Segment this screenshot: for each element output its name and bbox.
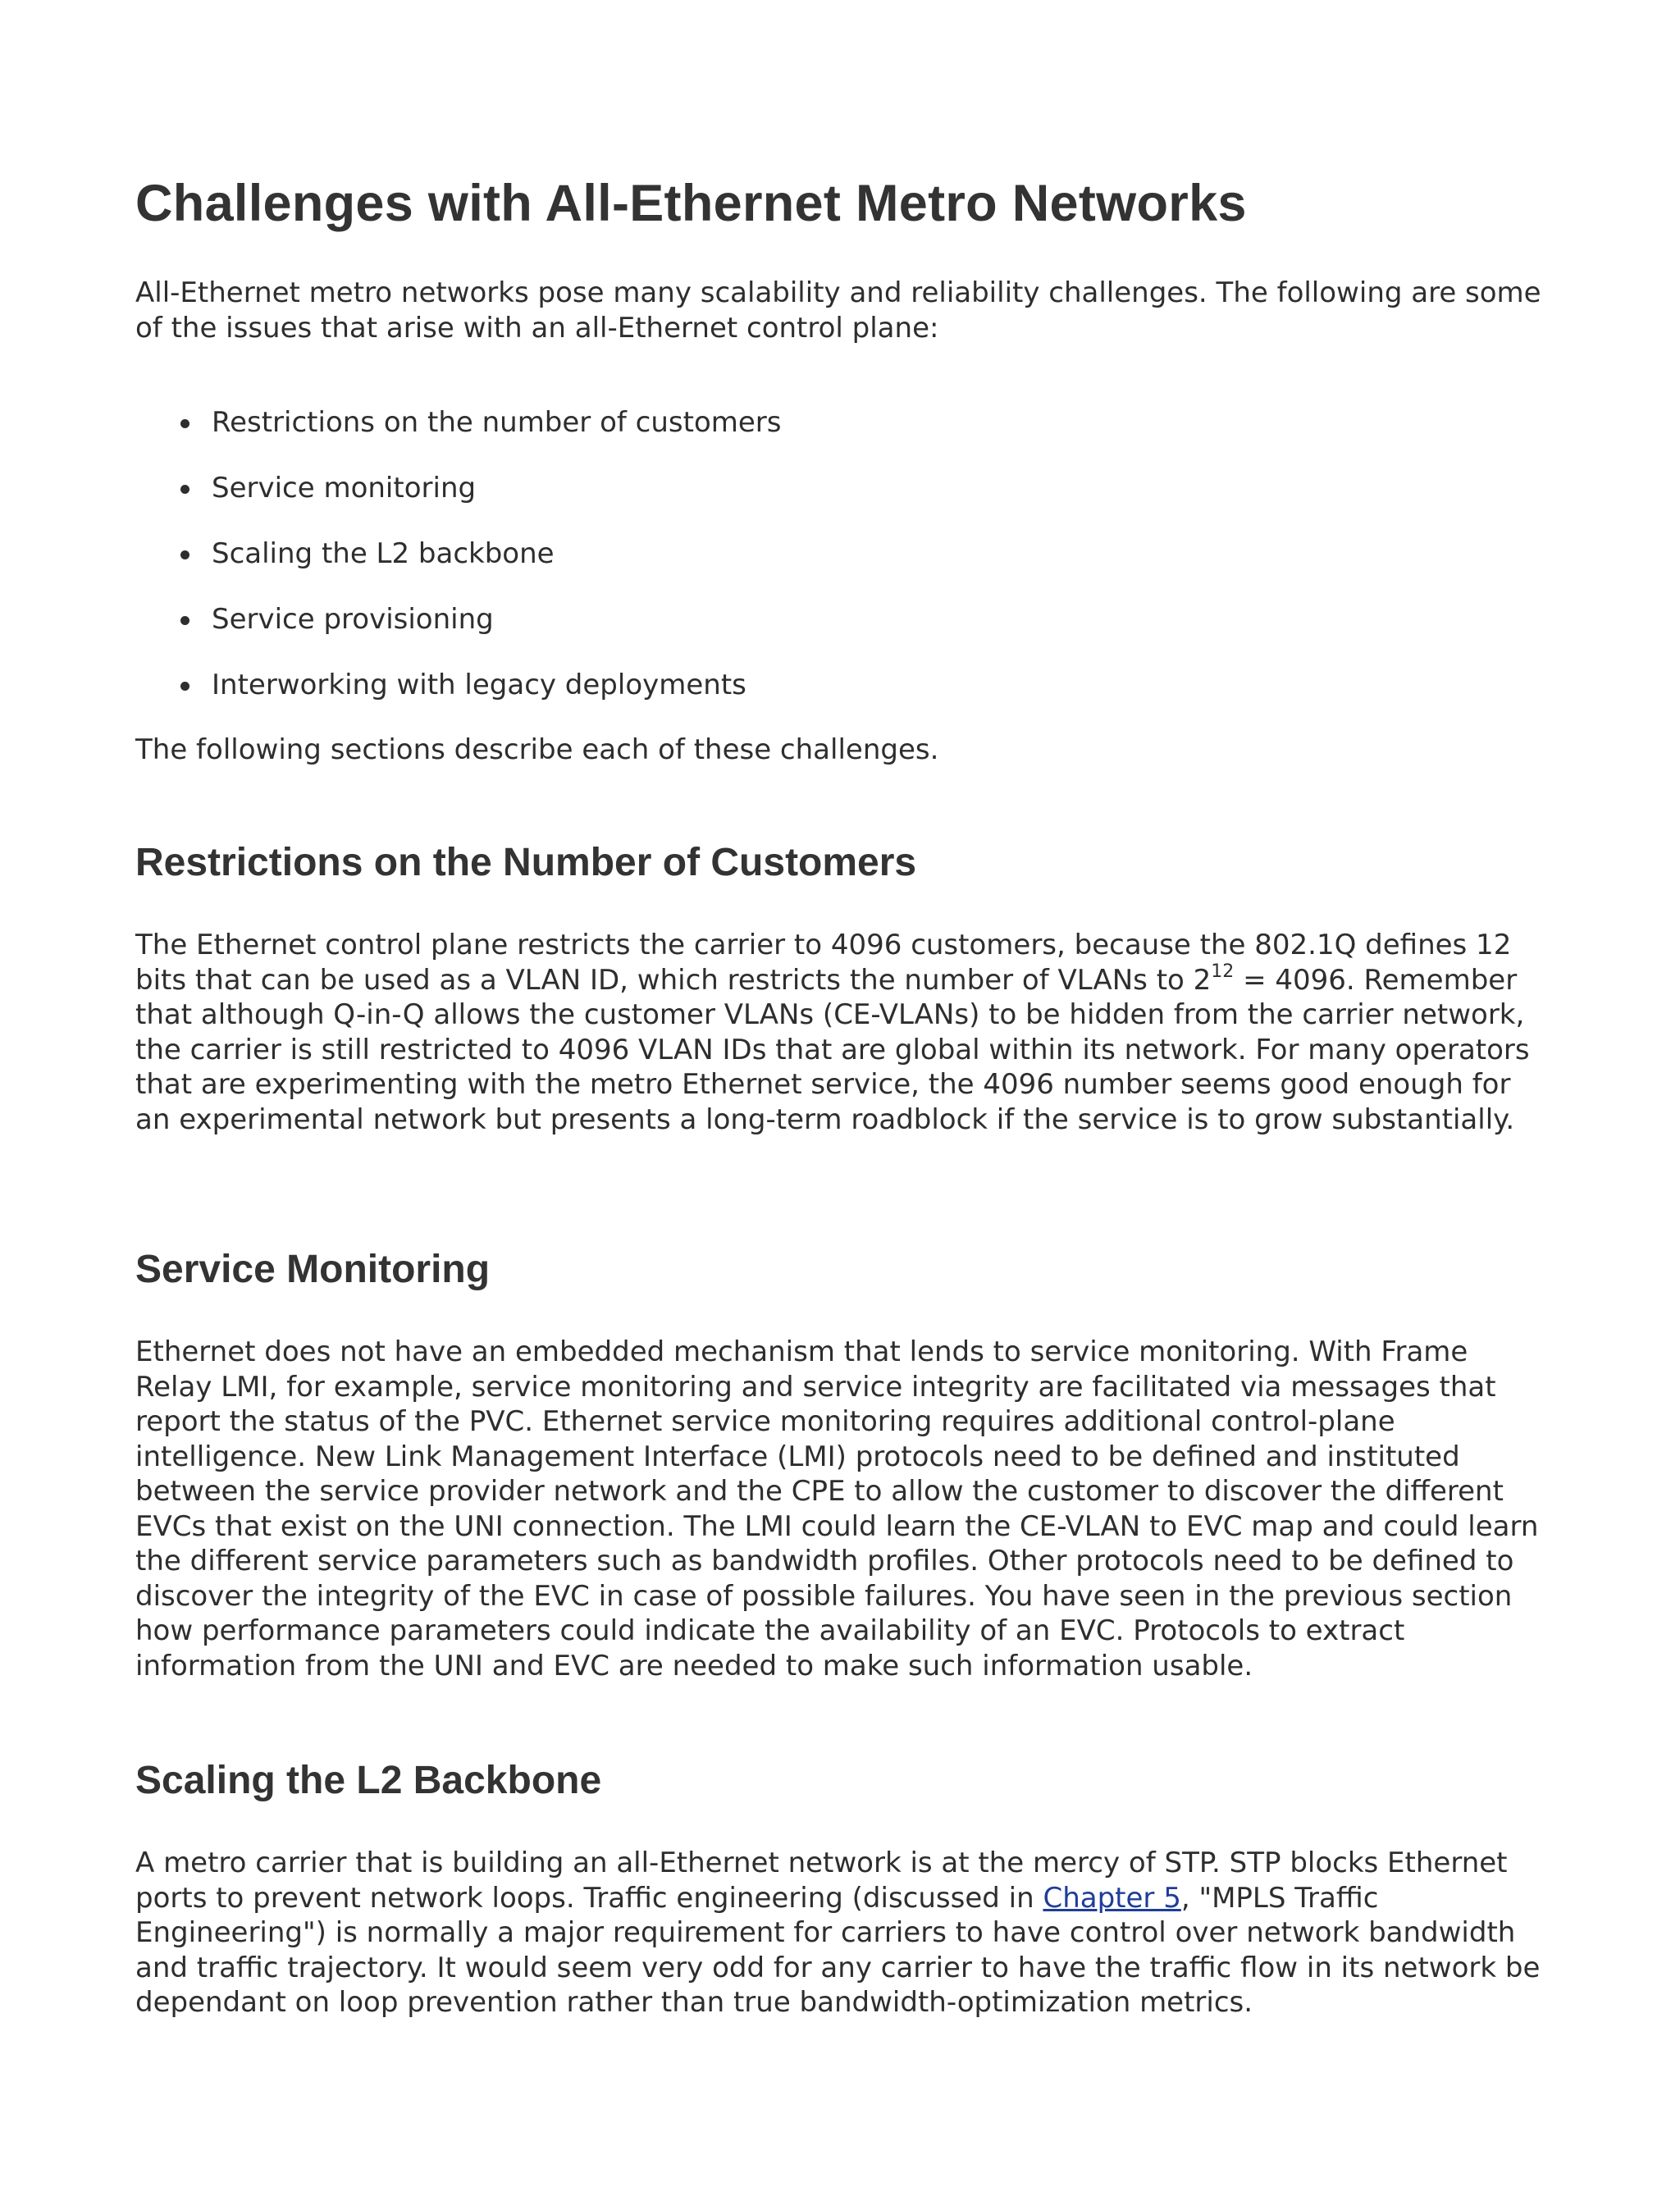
list-item: Service provisioning (135, 602, 782, 668)
backbone-text-part2: , "MPLS Traffic Engineering") is normally a major requirement for carriers to have control over network bandwidth and traffic trajectory. It would seem very odd for any carrier to have the traffic flow in its network be dependant on loop prevention rather than true bandwidth-optimization metrics. (135, 1881, 1541, 2019)
followup-paragraph: The following sections describe each of these challenges. (135, 733, 939, 766)
backbone-paragraph (135, 1846, 1546, 2020)
monitoring-paragraph: Ethernet does not have an embedded mechanism that lends to service monitoring. With Frame Relay LMI, for example, service monitoring and service integrity are facilitated via messages that report the status of the PVC. Ethernet service monitoring requires additional control-plane intelligence. New Link Management Interface (LMI) protocols need to be defined and instituted between the service provider network and the CPE to allow the customer to discover the different EVCs that exist on the UNI connection. The LMI could learn the CE-VLAN to EVC map and could learn the different service parameters such as bandwidth profiles. Other protocols need to be defined to discover the integrity of the EVC in case of possible failures. You have seen in the previous section how performance parameters could indicate the availability of an EVC. Protocols to extract information from the UNI and EVC are needed to make such information usable. (135, 1335, 1539, 1682)
intro-paragraph: All-Ethernet metro networks pose many scalability and reliability challenges. The following are some of the issues that arise with an all-Ethernet control plane: (135, 276, 1541, 345)
exponent: 12 (1211, 961, 1235, 982)
list-item: Restrictions on the number of customers (135, 405, 782, 471)
section-heading-customers: Restrictions on the Number of Customers (135, 841, 917, 884)
customers-text-part1: The Ethernet control plane restricts the carrier to 4096 customers, because the 802.1Q defines 12 bits that can be used as a VLAN ID, which restricts the number of VLANs to 2 (135, 929, 1512, 997)
list-item: Scaling the L2 backbone (135, 536, 782, 602)
backbone-text-part1: A metro carrier that is building an all-Ethernet network is at the mercy of STP. STP blocks Ethernet ports to prevent network loops. Traffic engineering (discussed in (135, 1847, 1508, 1915)
section-heading-monitoring: Service Monitoring (135, 1248, 491, 1291)
chapter-5-link[interactable]: Chapter 5 (1043, 1881, 1181, 1915)
list-item: Service monitoring (135, 471, 782, 536)
customers-text-part2: = 4096. Remember that although Q-in-Q allows the customer VLANs (CE-VLANs) to be hidden from the carrier network, the carrier is still restricted to 4096 VLAN IDs that are global within its network. For many operators that are experimenting with the metro Ethernet service, the 4096 number seems good enough for an experimental network but presents a long-term roadblock if the service is to grow substantially. (135, 963, 1530, 1136)
list-item: Interworking with legacy deployments (135, 668, 782, 733)
section-heading-backbone: Scaling the L2 Backbone (135, 1759, 602, 1802)
customers-paragraph (135, 928, 1546, 1137)
page-title: Challenges with All-Ethernet Metro Networks (135, 175, 1247, 232)
challenge-list (135, 405, 782, 733)
